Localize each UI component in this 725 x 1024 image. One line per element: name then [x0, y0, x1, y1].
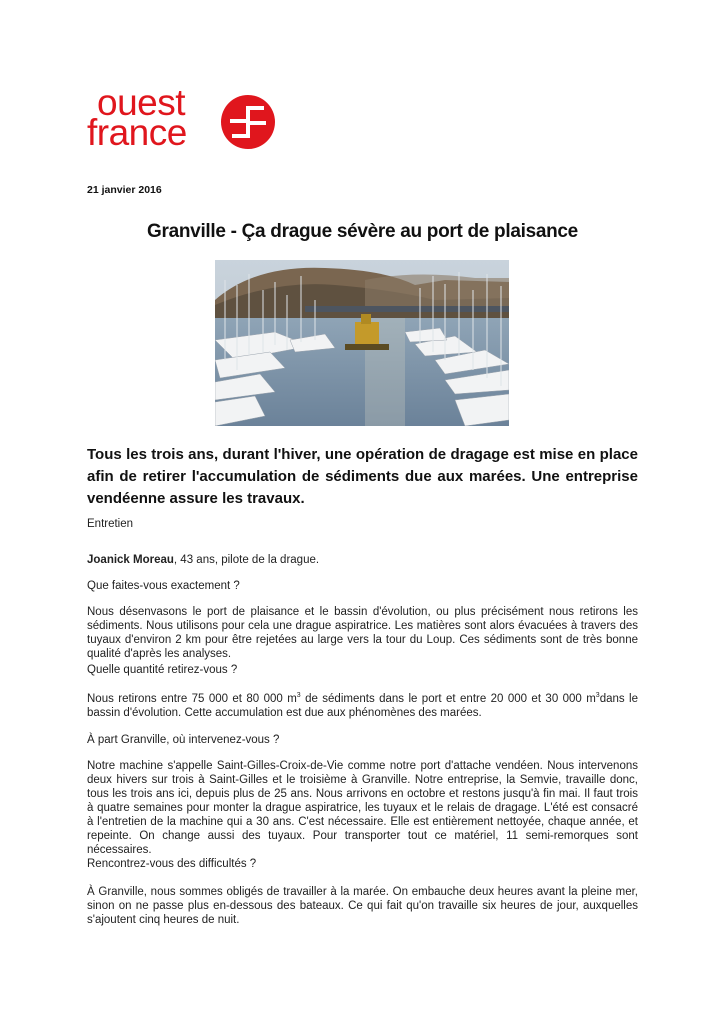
question-2: Quelle quantité retirez-vous ? [87, 664, 238, 676]
interviewee-name: Joanick Moreau [87, 554, 174, 566]
answer-1: Nous désenvasons le port de plaisance et le bassin d'évolution, ou plus précisément nous retirons les sédiments. Nous utilisons pour cela une drague aspiratrice. Les matières sont alors évacuées à travers des tuyaux d'environ 2 km pour être rejetées au large vers la tour du Loup. Ces sédiments sont de très bonne qualité d'après les analyses. [87, 606, 638, 660]
answer-2-part-3: dans le bassin d'évolution. Cette accumulation est due aux phénomènes des marées. [87, 692, 638, 719]
harbour-photo [215, 260, 509, 426]
question-3: À part Granville, où intervenez-vous ? [87, 734, 280, 746]
question-4: Rencontrez-vous des difficultés ? [87, 858, 257, 870]
logo-line-france: france [87, 112, 187, 153]
answer-2-part-1: Nous retirons entre 75 000 et 80 000 m [87, 692, 297, 705]
ouest-france-logo [87, 82, 287, 153]
answer-2-sup-2: 3 [595, 692, 600, 699]
section-label: Entretien [87, 518, 134, 530]
article-title: Granville - Ça drague sévère au port de plaisance [147, 221, 578, 242]
interviewee-desc: , 43 ans, pilote de la drague. [173, 554, 320, 566]
article-date: 21 janvier 2016 [87, 184, 162, 196]
logo-mark-icon [220, 94, 276, 150]
interviewee-line [87, 553, 319, 567]
answer-2 [87, 689, 638, 720]
question-1: Que faites-vous exactement ? [87, 580, 240, 592]
article-lede: Tous les trois ans, durant l'hiver, une opération de dragage est mise en place afin de retirer l'accumulation de sédiments due aux marées. Une entreprise vendéenne assure les travaux. [87, 446, 638, 507]
answer-2-part-2: de sédiments dans le port et entre 20 000 et 30 000 m [300, 692, 596, 705]
answer-3: Notre machine s'appelle Saint-Gilles-Croix-de-Vie comme notre port d'attache vendéen. Nous intervenons deux hivers sur trois à Saint-Gilles et le troisième à Granville. Notre entreprise, la Semvie, travaille donc, tous les trois ans ici, depuis plus de 25 ans. Nous arrivons en octobre et restons jusqu'à fin mai. Il faut trois à quatre semaines pour monter la drague aspiratrice, les tuyaux et le relais de dragage. L'été est consacré à l'entretien de la machine qui a 30 ans. C'est nécessaire. Elle est entièrement nettoyée, chaque année, et repeinte. On change aussi des tuyaux. Pour transporter tout ce matériel, 11 semi-remorques sont nécessaires. [87, 760, 638, 856]
answer-4: À Granville, nous sommes obligés de travailler à la marée. On embauche deux heures avant la pleine mer, sinon on ne passe plus en-dessous des bateaux. Ce qui fait qu'on travaille six heures de jour, auxquelles s'ajoutent cinq heures de nuit. [87, 886, 638, 926]
logo-line-ouest: ouest [97, 82, 186, 123]
logo-wordmark [87, 82, 187, 153]
answer-2-sup-1: 3 [296, 692, 301, 699]
